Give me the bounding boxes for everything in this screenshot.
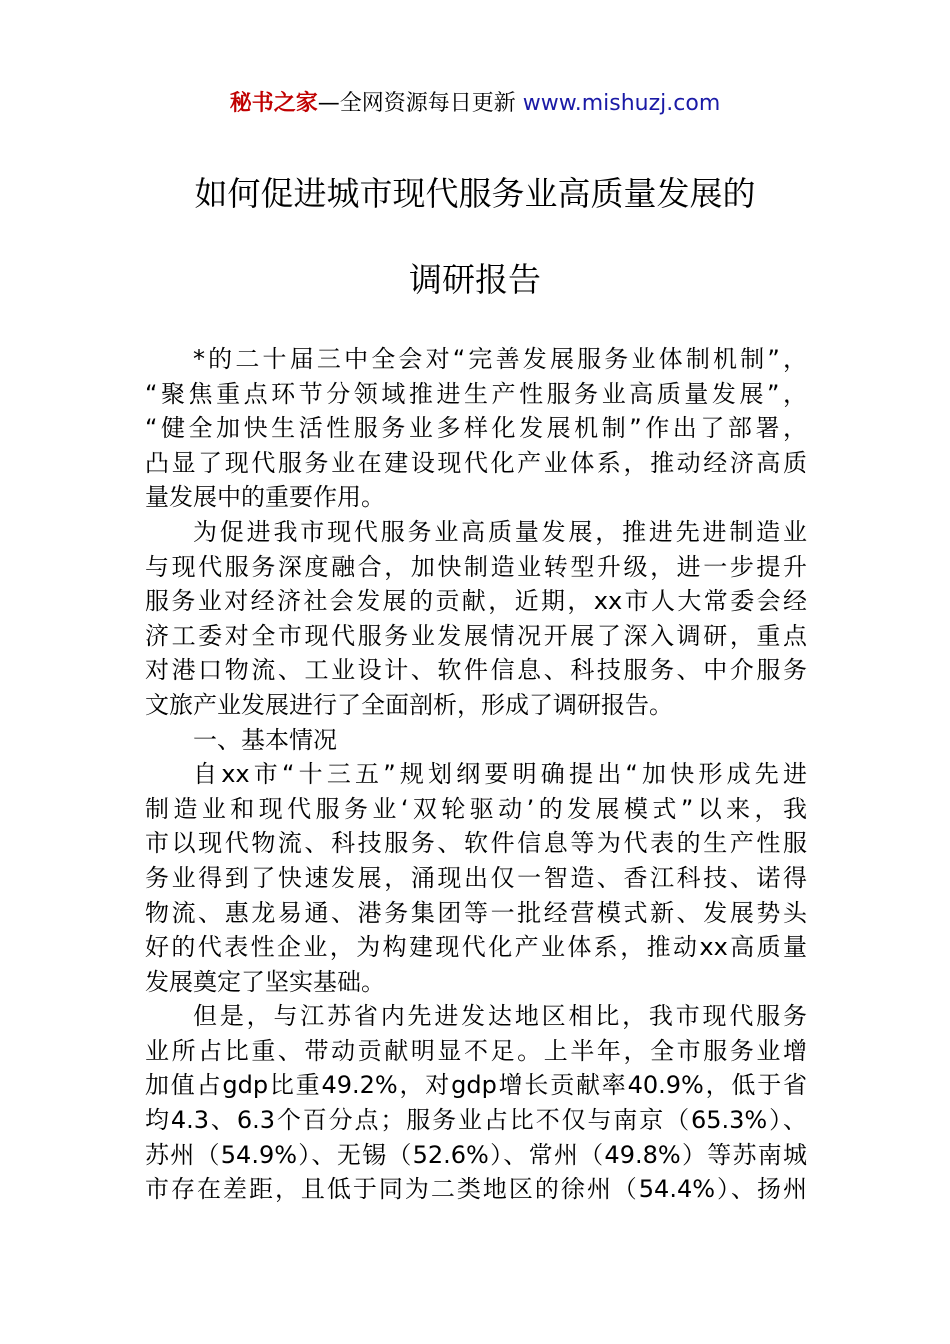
- brand-name: 秘书之家: [229, 91, 318, 116]
- text-line: *的二十届三中全会对“完善发展服务业体制机制”，: [193, 345, 807, 373]
- text-line: 济工委对全市现代服务业发展情况开展了深入调研，重点: [145, 621, 807, 650]
- text-line: “聚焦重点环节分领域推进生产性服务业高质量发展”，: [145, 379, 807, 408]
- text-line: 苏州（54.9%）、无锡（52.6%）、常州（49.8%）等苏南城: [145, 1140, 807, 1169]
- banner-tagline: —全网资源每日更新: [317, 91, 523, 116]
- text-line: 文旅产业发展进行了全面剖析，形成了调研报告。: [145, 690, 673, 719]
- text-line: “健全加快生活性服务业多样化发展机制”作出了部署，: [145, 414, 807, 443]
- text-line: 均4.3、6.3个百分点；服务业占比不仅与南京（65.3%）、: [145, 1106, 807, 1135]
- text-line: 但是，与江苏省内先进发达地区相比，我市现代服务: [193, 1002, 807, 1031]
- text-line: 与现代服务深度融合，加快制造业转型升级，进一步提升: [145, 552, 807, 581]
- text-line: 市以现代物流、科技服务、软件信息等为代表的生产性服: [145, 829, 807, 858]
- text-line: 服务业对经济社会发展的贡献，近期，xx市人大常委会经: [145, 587, 807, 616]
- paragraph: [145, 999, 807, 1207]
- text-line: 制造业和现代服务业‘双轮驱动’的发展模式”以来，我: [145, 794, 807, 823]
- text-line: 好的代表性企业，为构建现代化产业体系，推动xx高质量: [145, 933, 807, 962]
- text-line: 为促进我市现代服务业高质量发展，推进先进制造业: [193, 517, 807, 546]
- text-line: 发展奠定了坚实基础。: [145, 967, 385, 996]
- text-line: 自xx市“十三五”规划纲要明确提出“加快形成先进: [193, 760, 807, 789]
- site-banner: [0, 88, 950, 120]
- text-line: 务业得到了快速发展，涌现出仅一智造、香江科技、诺得: [145, 863, 807, 892]
- text-line: 凸显了现代服务业在建设现代化产业体系，推动经济高质: [145, 448, 807, 477]
- document-body: [145, 342, 807, 1207]
- paragraph: [145, 515, 807, 723]
- site-url-link[interactable]: www.mishuzj.com: [522, 91, 721, 116]
- paragraph: [145, 342, 807, 515]
- document-title-line-2: 调研报告: [409, 260, 541, 299]
- text-line: 量发展中的重要作用。: [145, 483, 385, 512]
- text-line: 市存在差距，且低于同为二类地区的徐州（54.4%）、扬州: [145, 1175, 807, 1204]
- section-heading: 一、基本情况: [193, 725, 337, 754]
- text-line: 物流、惠龙易通、港务集团等一批经营模式新、发展势头: [145, 898, 807, 927]
- text-line: 加值占gdp比重49.2%，对gdp增长贡献率40.9%，低于省: [145, 1071, 807, 1100]
- text-line: 对港口物流、工业设计、软件信息、科技服务、中介服务: [145, 656, 807, 685]
- document-title-line-1: 如何促进城市现代服务业高质量发展的: [194, 174, 756, 213]
- text-line: 业所占比重、带动贡献明显不足。上半年，全市服务业增: [145, 1036, 807, 1065]
- paragraph: [145, 757, 807, 999]
